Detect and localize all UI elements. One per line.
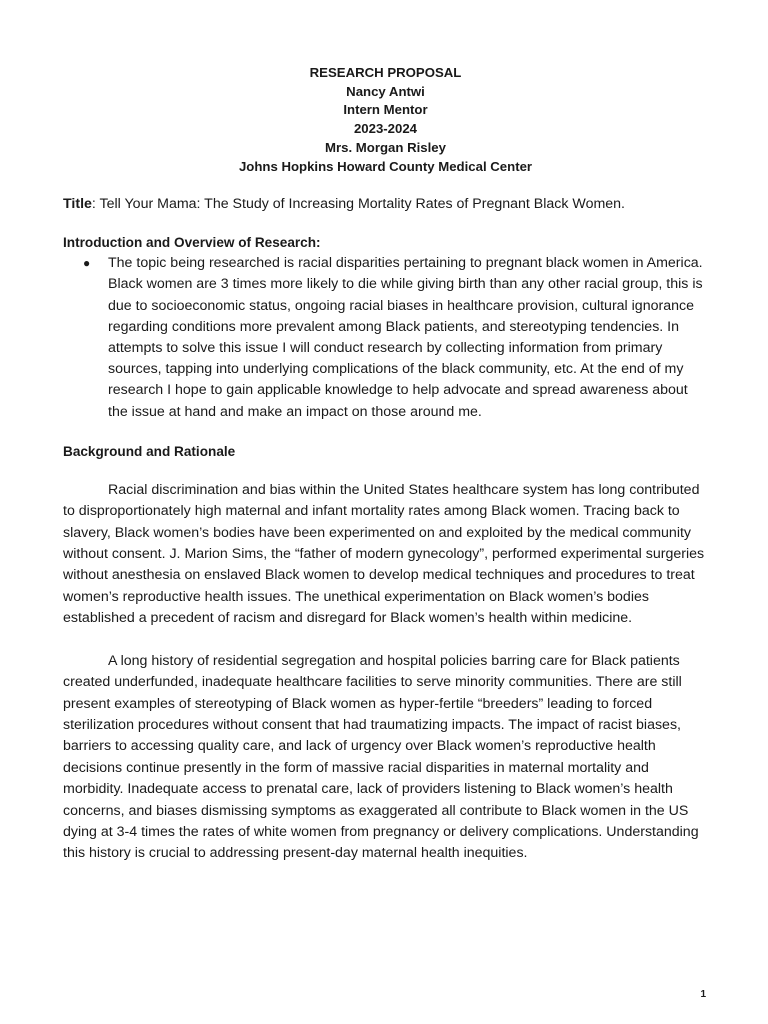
intro-bullet-text: The topic being researched is racial disparities pertaining to pregnant black women in America. Black women are 3 times more likely to die while giving birth than any other racial group, this is due to socioeconomic status, ongoing racial biases in healthcare provision, cultural ignorance regarding conditions more prevalent among Black patients, and stereotyping tendencies. In attempts to solve this issue I will conduct research by collecting information from primary sources, tapping into underlying complications of the black community, etc. At the end of my research I hope to gain applicable knowledge to help advocate and spread awareness about the issue at hand and make an impact on those around me. [108,255,703,420]
proposal-title [63,194,708,215]
header-organization: Johns Hopkins Howard County Medical Center [238,158,533,174]
title-label: Title [63,196,92,213]
bullet-dot-icon: ● [83,256,91,271]
header-role: Intern Mentor [343,102,428,118]
document-header [63,64,708,176]
title-text: : Tell Your Mama: The Study of Increasing Mortality Rates of Pregnant Black Women. [91,196,626,213]
page-number: 1 [700,989,706,1000]
intro-bullet-item [63,253,708,423]
background-heading: Background and Rationale [63,443,236,459]
header-school-year: 2023-2024 [353,121,418,137]
header-author-name: Nancy Antwi [346,83,425,99]
document-page [63,64,708,865]
intro-heading: Introduction and Overview of Research: [63,235,321,251]
background-paragraph-1: Racial discrimination and bias within the United States healthcare system has long contributed to disproportionately high maternal and infant mortality rates among Black women. Tracing back to slavery, Black women’s bodies have been experimented on and exploited by the medical community without consent. J. Marion Sims, the “father of modern gynecology”, performed experimental surgeries without anesthesia on enslaved Black women to develop medical techniques and procedures to treat women’s reproductive health issues. The unethical experimentation on Black women’s bodies established a precedent of racism and disregard for Black women’s health within medicine. [63,481,705,627]
header-proposal-label: RESEARCH PROPOSAL [309,65,462,80]
header-mentor-name: Mrs. Morgan Risley [325,139,446,155]
intro-bullet-list [63,253,708,423]
background-paragraph-2: A long history of residential segregation and hospital policies barring care for Black patients created underfunded, inadequate healthcare facilities to serve minority communities. There are still present examples of stereotyping of Black women as hyper-fertile “breeders” leading to forced sterilization procedures without consent that had traumatizing impacts. The impact of racist biases, barriers to accessing quality care, and lack of urgency over Black women’s reproductive health decisions continue presently in the form of massive racial disparities in maternal mortality and morbidity. Inadequate access to prenatal care, lack of providers listening to Black women’s health concerns, and biases dismissing symptoms as exaggerated all contribute to Black women in the US dying at 3-4 times the rates of white women from pregnancy or delivery complications. Understanding this history is crucial to addressing present-day maternal health inequities. [63,652,699,862]
